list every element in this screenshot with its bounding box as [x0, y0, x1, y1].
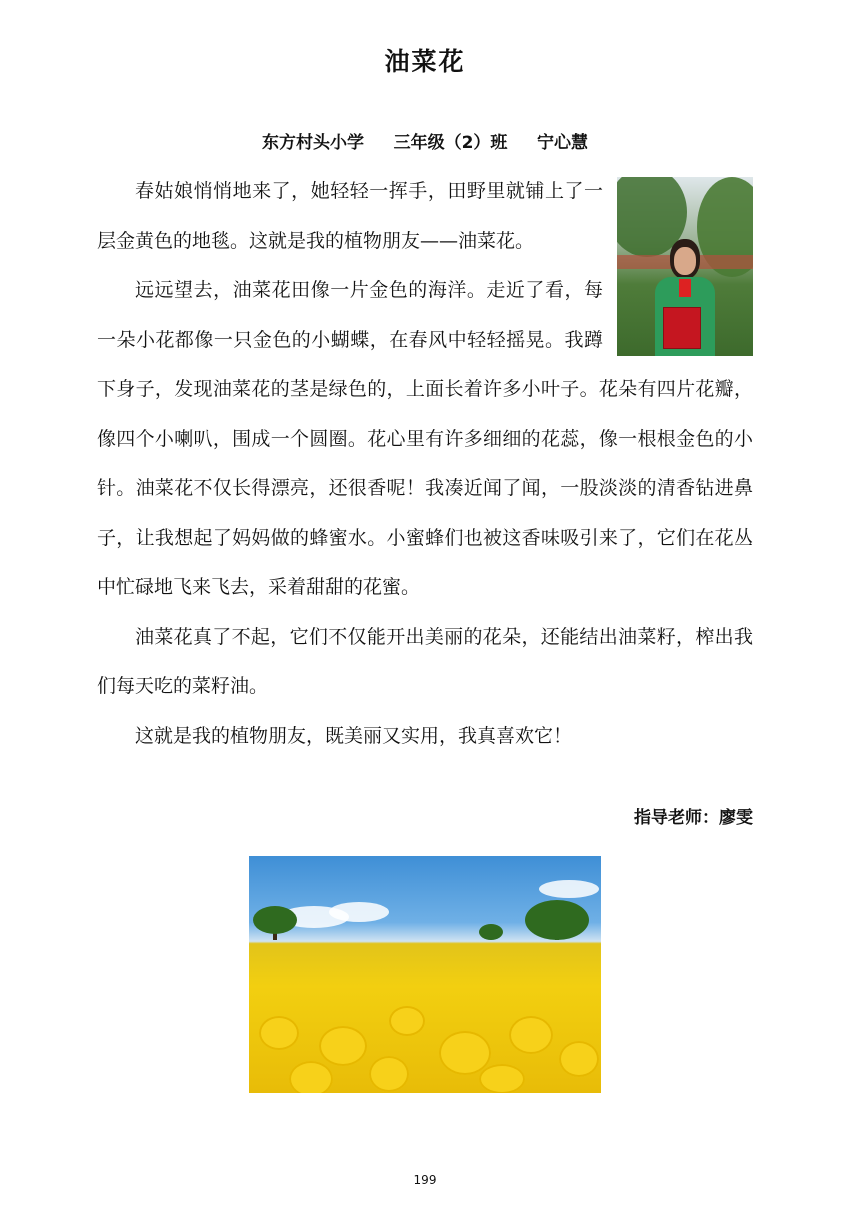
essay-paragraph: 油菜花真了不起，它们不仅能开出美丽的花朵，还能结出油菜籽，榨出我们每天吃的菜籽油。: [97, 625, 753, 697]
page-number: 199: [413, 1173, 437, 1187]
page-title: 油菜花: [384, 47, 466, 76]
author-byline: 东方村头小学 三年级（2）班 宁心慧: [261, 133, 588, 153]
essay-paragraph: 远远望去，油菜花田像一片金色的海洋。走近了看，每一朵小花都像一只金色的小蝴蝶，在春风中轻轻摇晃。我蹲下身子，发现油菜花的茎是绿色的，上面长着许多小叶子。花朵有四片花瓣，像四个小喇叭，围成一个圆圈。花心里有许多细细的花蕊，像一根根金色的小针。油菜花不仅长得漂亮，还很香呢！我凑近闻了闻，一股淡淡的清香钻进鼻子，让我想起了妈妈做的蜂蜜水。小蜜蜂们也被这香味吸引来了，它们在花丛中忙碌地飞来飞去，采着甜甜的花蜜。: [97, 279, 753, 598]
essay-paragraph: 这就是我的植物朋友，既美丽又实用，我真喜欢它！: [135, 724, 573, 747]
rapeseed-field-photo: [249, 856, 601, 1093]
essay-body: [97, 167, 753, 761]
student-portrait-photo: [617, 177, 753, 356]
teacher-credit: 指导老师：廖雯: [634, 808, 753, 828]
essay-paragraph: 春姑娘悄悄地来了，她轻轻一挥手，田野里就铺上了一层金黄色的地毯。这就是我的植物朋友——油菜花。: [97, 180, 603, 252]
